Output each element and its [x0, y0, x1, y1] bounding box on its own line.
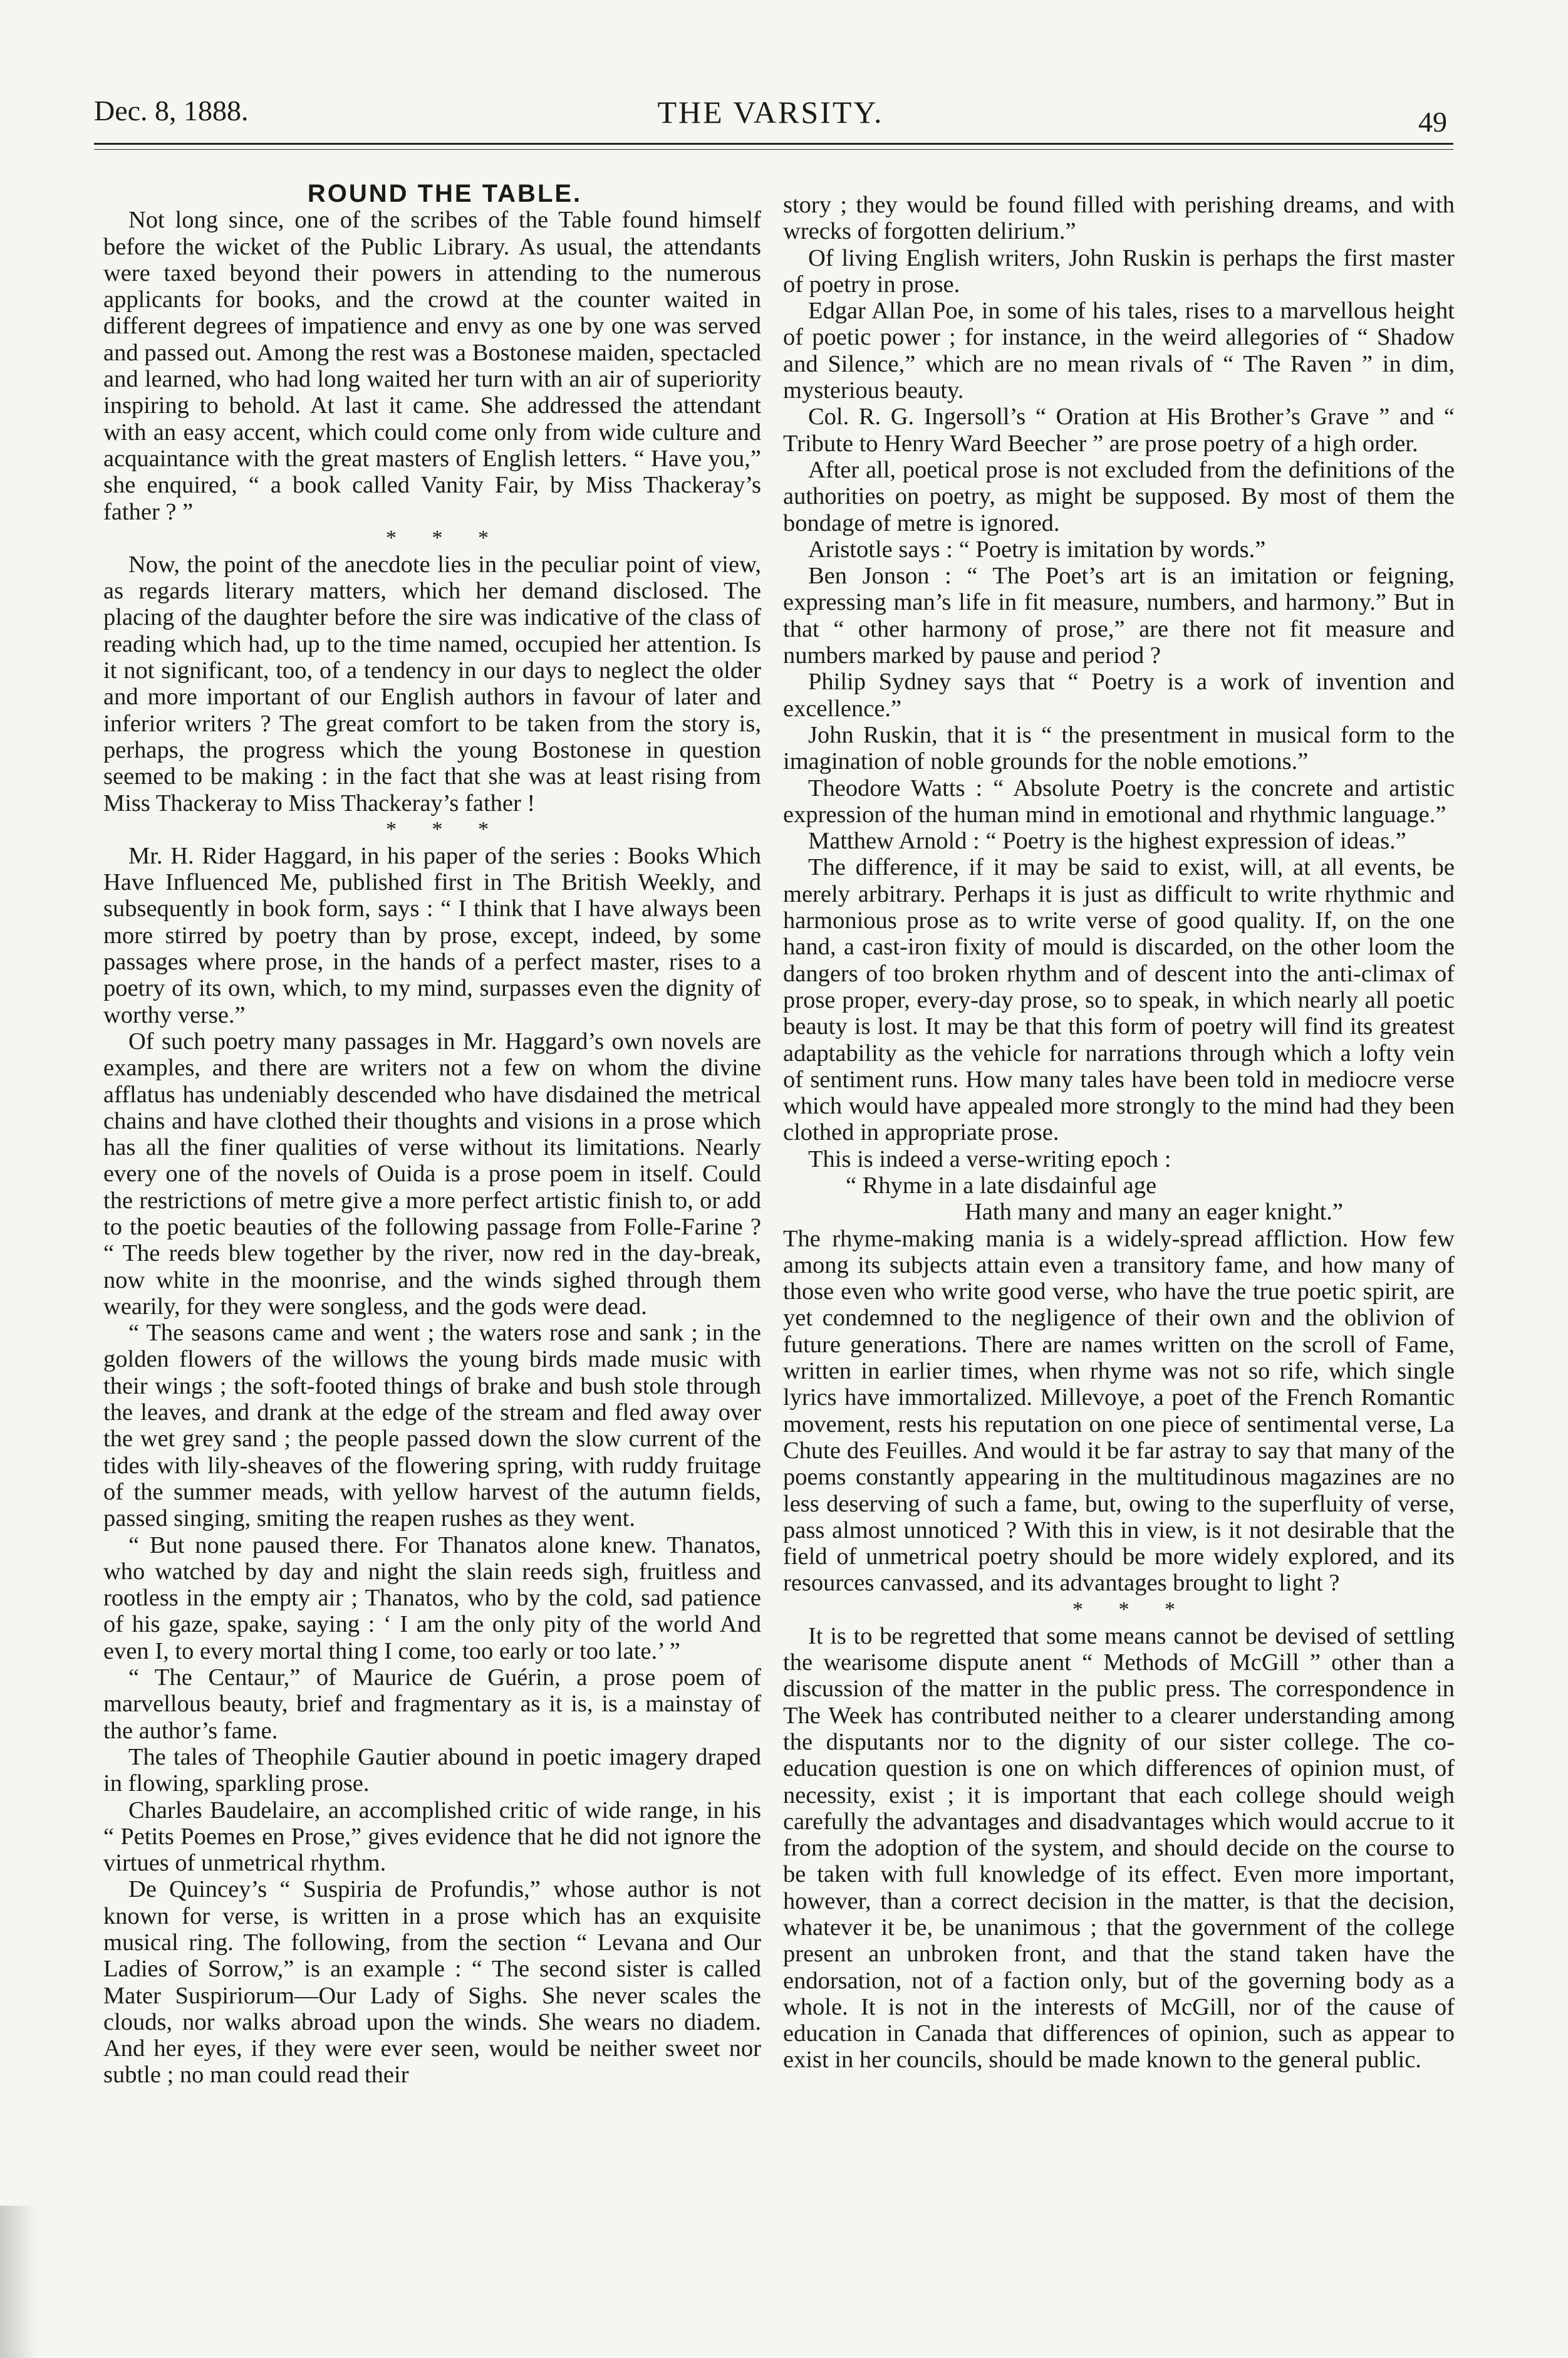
section-separator: * * *: [386, 526, 504, 550]
article-heading: ROUND THE TABLE.: [307, 180, 583, 207]
paragraph: story ; they would be found filled with perishing dreams, and with wrecks of forgotten delirium.”: [783, 192, 1455, 245]
header-rule-thick: [94, 143, 1453, 145]
paragraph: John Ruskin, that it is “ the presentment in musical form to the imagination of noble grounds for the noble emotions.”: [783, 721, 1455, 775]
paragraph: The tales of Theophile Gautier abound in poetic imagery draped in flowing, sparkling prose.: [103, 1743, 761, 1797]
page-number: 49: [1418, 106, 1447, 138]
verse-line: “ Rhyme in a late disdainful age: [846, 1172, 1157, 1199]
paragraph: Philip Sydney says that “ Poetry is a work of invention and excellence.”: [783, 669, 1455, 722]
section-separator: * * *: [1072, 1597, 1190, 1621]
header-rule-thin: [94, 149, 1453, 150]
paragraph: Matthew Arnold : “ Poetry is the highest expression of ideas.”: [808, 828, 1406, 855]
paragraph: Theodore Watts : “ Absolute Poetry is the concrete and artistic expression of the human mind in emotional and rhythmic language.”: [783, 775, 1455, 828]
paragraph: This is indeed a verse-writing epoch :: [808, 1145, 1171, 1172]
paragraph: Ben Jonson : “ The Poet’s art is an imitation or feigning, expressing man’s life in fit measure, numbers, and harmony.” But in that “ other harmony of prose,” are there not fit measure and numbers marked by pause and period ?: [783, 563, 1455, 669]
left-column: [103, 180, 761, 2089]
paragraph: “ But none paused there. For Thanatos alone knew. Thanatos, who watched by day and night the slain reeds sigh, fruitless and rootless in the empty air ; Thanatos, who by the cold, sad patience of his gaze, spake, saying : ‘ I am the only pity of the world And even I, to every mortal thing I come, too early or too late.’ ”: [103, 1531, 761, 1664]
page-edge-shadow: [0, 2206, 38, 2358]
paragraph: Not long since, one of the scribes of the Table found himself before the wicket of the Public Library. As usual, the attendants were taxed beyond their powers in attending to the numerous applicants for books, and the crowd at the counter waited in different degrees of impatience and envy as one by one was served and passed out. Among the rest was a Bostonese maiden, spectacled and learned, who had long waited her turn with an air of superiority inspiring to behold. At last it came. She addressed the attendant with an easy accent, which could come only from wide culture and acquaintance with the great masters of English letters. “ Have you,” she enquired, “ a book called Vanity Fair, by Miss Thackeray’s father ? ”: [103, 207, 761, 525]
paragraph: Edgar Allan Poe, in some of his tales, rises to a marvellous height of poetic power ; for instance, in the weird allegories of “ Shadow and Silence,” which are no mean rivals of “ The Raven ” in dim, mysterious beauty.: [783, 298, 1455, 404]
paragraph: Aristotle says : “ Poetry is imitation by words.”: [808, 536, 1266, 563]
paragraph: De Quincey’s “ Suspiria de Profundis,” whose author is not known for verse, is written in a prose which has an exquisite musical ring. The following, from the section “ Levana and Our Ladies of Sorrow,” is an example : “ The second sister is called Mater Suspiriorum—Our Lady of Sighs. She never scales the clouds, nor walks abroad upon the winds. She wears no diadem. And her eyes, if they were ever seen, would be neither sweet nor subtle ; no man could read their: [103, 1876, 761, 2089]
publication-title: THE VARSITY.: [657, 95, 884, 130]
issue-date: Dec. 8, 1888.: [94, 95, 249, 127]
section-separator: * * *: [386, 817, 504, 841]
paragraph: It is to be regretted that some means cannot be devised of settling the wearisome dispute anent “ Methods of McGill ” other than a discussion of the matter in the public press. The correspondence in The Week has contributed neither to a clearer understanding among the disputants nor to the dignity of our sister college. The co-education question is one on which differences of opinion must, of necessity, exist ; it is important that each college should weigh carefully the advantages and disadvantages which would accrue to it from the adoption of the system, and should decide on the course to be taken with full knowledge of its effect. Even more important, however, than a correct decision in the matter, is that the decision, whatever it be, be unanimous ; that the government of the college present an unbroken front, and that the stand taken have the endorsation, not of a faction only, but of the governing body as a whole. It is not in the interests of McGill, nor of the cause of education in Canada that differences of opinion, such as appear to exist in her councils, should be made known to the general public.: [783, 1622, 1455, 2074]
right-column: [783, 192, 1455, 2074]
paragraph: Now, the point of the anecdote lies in the peculiar point of view, as regards literary matters, which her demand disclosed. The placing of the daughter before the sire was indicative of the class of reading which had, up to the time named, occupied her attention. Is it not significant, too, of a tendency in our days to neglect the older and more important of our English authors in favour of later and inferior writers ? The great comfort to be taken from the story is, perhaps, the progress which the young Bostonese in question seemed to be making : in the fact that she was at least rising from Miss Thackeray to Miss Thackeray’s father !: [103, 551, 761, 816]
paragraph: “ The Centaur,” of Maurice de Guérin, a prose poem of marvellous beauty, brief and fragmentary as it is, is a mainstay of the author’s fame.: [103, 1664, 761, 1744]
masthead: [94, 94, 1447, 138]
paragraph: Charles Baudelaire, an accomplished critic of wide range, in his “ Petits Poemes en Prose,” gives evidence that he did not ignore the virtues of unmetrical rhythm.: [103, 1797, 761, 1877]
verse-line: Hath many and many an eager knight.”: [965, 1199, 1344, 1226]
paragraph: Mr. H. Rider Haggard, in his paper of the series : Books Which Have Influenced Me, published first in The British Weekly, and subsequently in book form, says : “ I think that I have always been more stirred by poetry than by prose, except, indeed, by some passages where prose, in the hands of a perfect master, rises to a poetry of its own, which, to my mind, surpasses even the dignity of worthy verse.”: [103, 842, 761, 1028]
paragraph: The rhyme-making mania is a widely-spread affliction. How few among its subjects attain even a transitory fame, and how many of those even who write good verse, who have the true poetic spirit, are yet condemned to the negligence of their own and the oblivion of future generations. There are names written on the scroll of Fame, written in earlier times, when rhyme was not so rife, which single lyrics have immortalized. Millevoye, a poet of the French Romantic movement, rests his reputation on one piece of sentimental verse, La Chute des Feuilles. And would it be far astray to say that many of the poems constantly appearing in the multitudinous magazines are no less deserving of such a fame, but, owing to the superfluity of verse, pass almost unnoticed ? With this in view, is it not desirable that the field of unmetrical poetry should be more widely explored, and its resources canvassed, and its advantages brought to light ?: [783, 1225, 1455, 1597]
paragraph: The difference, if it may be said to exist, will, at all events, be merely arbitrary. Perhaps it is just as difficult to write rhythmic and harmonious prose as to write verse of good quality. If, on the one hand, a cast-iron fixity of mould is discarded, on the other loom the dangers of too broken rhythm and of descent into the anti-climax of prose proper, every-day prose, so to speak, in which nearly all poetic beauty is lost. It may be that this form of poetry will find its greatest adaptability as the vehicle for narrations through which a lofty vein of sentiment runs. How many tales have been told in mediocre verse which would have appealed more strongly to the mind had they been clothed in appropriate prose.: [783, 854, 1455, 1146]
paragraph: Of such poetry many passages in Mr. Haggard’s own novels are examples, and there are writers not a few on whom the divine afflatus has undeniably descended who have disdained the metrical chains and have clothed their thoughts and visions in a prose which has all the finer qualities of verse without its limitations. Nearly every one of the novels of Ouida is a prose poem in itself. Could the restrictions of metre give a more perfect artistic finish to, or add to the poetic beauties of the following passage from Folle-Farine ? “ The reeds blew together by the river, now red in the day-break, now white in the moonrise, and the winds sighed through them wearily, for they were songless, and the gods were dead.: [103, 1028, 761, 1320]
paragraph: Col. R. G. Ingersoll’s “ Oration at His Brother’s Grave ” and “ Tribute to Henry Ward Beecher ” are prose poetry of a high order.: [783, 404, 1455, 457]
paragraph: “ The seasons came and went ; the waters rose and sank ; in the golden flowers of the willows the young birds made music with their wings ; the soft-footed things of brake and bush stole through the leaves, and drank at the edge of the stream and fled away over the wet grey sand ; the people passed down the slow current of the tides with lily-sheaves of the flowering spring, with ruddy fruitage of the summer meads, with yellow harvest of the autumn fields, passed singing, smiting the reapen rushes as they went.: [103, 1320, 761, 1532]
paragraph: Of living English writers, John Ruskin is perhaps the first master of poetry in prose.: [783, 244, 1455, 298]
paragraph: After all, poetical prose is not excluded from the definitions of the authorities on poetry, as might be supposed. By most of them the bondage of metre is ignored.: [783, 456, 1455, 536]
